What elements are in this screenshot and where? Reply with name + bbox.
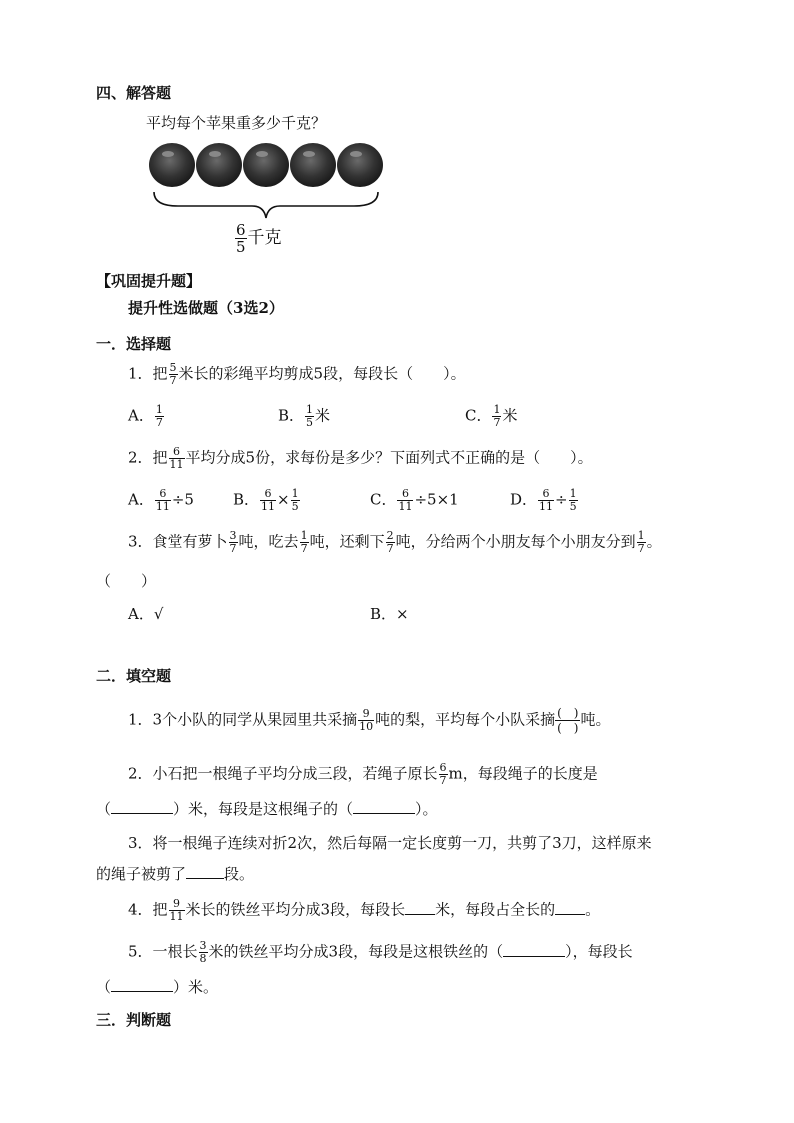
fill-q3-line2: 的绳子被剪了 段。 [96,865,255,883]
choice-q1: 1．把 $\frac{5}{7}$ 米长的彩绳平均剪成5段，每段长（ ）。 [128,361,466,387]
answer-blank[interactable] [111,977,173,992]
review-heading: 【巩固提升题】 [96,272,202,290]
choice-q1-a: A． $\frac{1}{7}$ [128,403,163,429]
apple-icon [196,143,242,187]
choice-q2-a: A． $\frac{6}{11}$ ÷5 [128,487,194,513]
apple-icon [337,143,383,187]
choice-heading: 一．选择题 [96,335,172,353]
choice-q3-b: B．× [370,605,409,623]
apple-icon [290,143,336,187]
answer-blank[interactable] [503,942,565,957]
apple-icon [149,143,195,187]
choice-q3: 3．食堂有萝卜 $\frac{3}{7}$ 吨，吃去 $\frac{1}{7}$ 吨，还剩下 $\frac{2}{7}$ 吨，分给两个小朋友每个小朋友分到 $\frac{1}{7}$ 。 [128,529,662,555]
fill-q3: 3．将一根绳子连续对折2次，然后每隔一定长度剪一刀，共剪了3刀，这样原来 [128,834,652,852]
fill-q2-line2: （ ）米，每段是这根绳子的（ ）。 [96,800,438,818]
section4-question: 平均每个苹果重多少千克？ [146,114,327,132]
answer-blank[interactable] [405,900,435,915]
choice-q3-paren: （ ） [96,572,157,590]
answer-blank[interactable] [555,900,585,915]
fill-q5-line2: （ ）米。 [96,978,219,996]
fill-q1: 1．3个小队的同学从果园里共采摘 $\frac{9}{10}$ 吨的梨，平均每个小队采摘 $\frac{( )}{( )}$ 吨。 [128,706,611,735]
brace [154,192,378,218]
choice-q2-b: B． $\frac{6}{11}$ × $\frac{1}{5}$ [233,487,299,513]
choice-q2-c: C． $\frac{6}{11}$ ÷5×1 [370,487,459,513]
fill-heading: 二．填空题 [96,667,172,685]
choice-q1-c: C． $\frac{1}{7}$ 米 [465,403,518,429]
choice-q1-b: B． $\frac{1}{5}$ 米 [278,403,331,429]
fill-q4: 4．把 $\frac{9}{11}$ 米长的铁丝平均分成3段，每段长 米，每段占全长的 。 [128,897,601,923]
apple-icon [243,143,289,187]
review-subheading: 提升性选做题（3选2） [128,299,284,317]
weight-label: $\frac{6}{5}$ 千克 [236,221,282,256]
fill-q2: 2．小石把一根绳子平均分成三段，若绳子原长 $\frac{6}{7}$ m，每段绳子的长度是 [128,761,598,787]
section4-heading: 四、解答题 [96,84,172,102]
answer-blank[interactable] [111,799,173,814]
judge-heading: 三．判断题 [96,1011,172,1029]
choice-q3-a: A．√ [128,605,164,623]
choice-q2-d: D． $\frac{6}{11}$ ÷ $\frac{1}{5}$ [510,487,577,513]
fill-q5: 5．一根长 $\frac{3}{8}$ 米的铁丝平均分成3段，每段是这根铁丝的（ ），每段长 [128,939,633,965]
answer-blank[interactable] [186,864,224,879]
choice-q2: 2．把 $\frac{6}{11}$ 平均分成5份，求每份是多少？下面列式不正确的是（ ）。 [128,445,593,471]
answer-blank[interactable] [353,799,415,814]
